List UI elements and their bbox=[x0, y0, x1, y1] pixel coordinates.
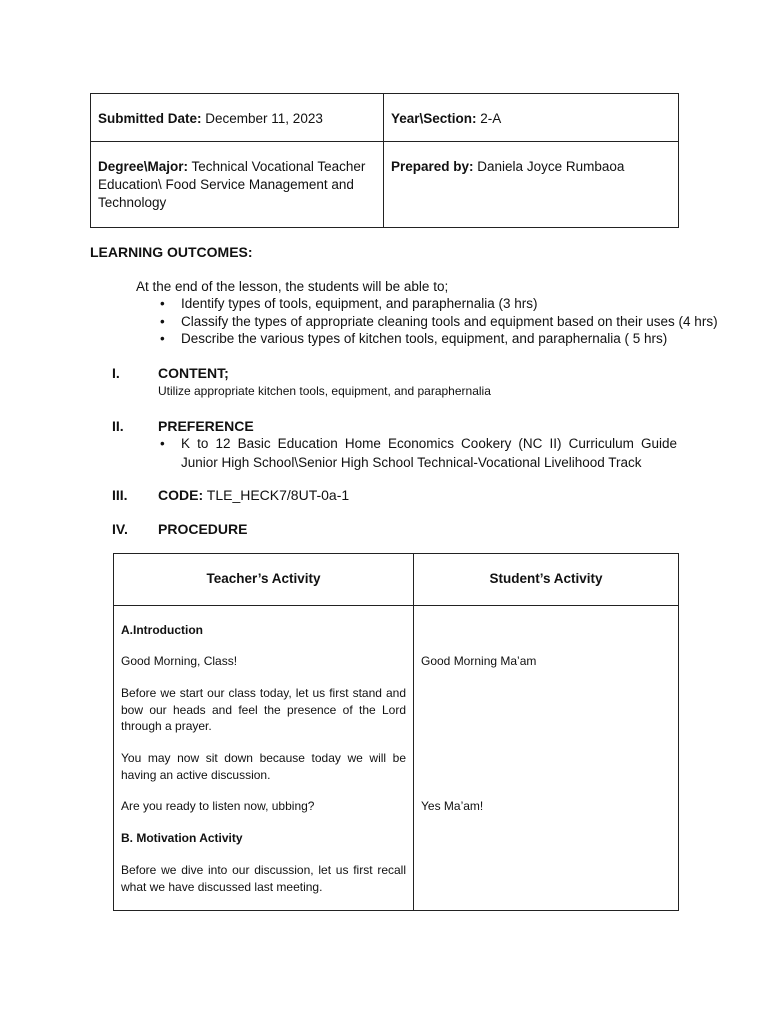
preference-item-text: K to 12 Basic Education Home Economics Cookery (NC II) Curriculum Guide Junior High School\Senior High School Technical-Vocational Livelihood Track bbox=[181, 436, 677, 470]
prepared-by-value: Daniela Joyce Rumbaoa bbox=[473, 159, 625, 174]
learning-outcomes-list bbox=[160, 295, 718, 348]
section-numeral: I. bbox=[112, 365, 120, 381]
preference-item: • K to 12 Basic Education Home Economics Cookery (NC II) Curriculum Guide Junior High School\Senior High School Technical-Vocational Livelihood Track bbox=[160, 436, 677, 470]
motivation-subheading: B. Motivation Activity bbox=[121, 831, 243, 845]
content-title: CONTENT; bbox=[158, 365, 229, 381]
teacher-line: You may now sit down because today we will be having an active discussion. bbox=[121, 751, 406, 782]
teacher-activity-cell bbox=[114, 606, 414, 911]
procedure-title: PROCEDURE bbox=[158, 521, 248, 537]
submitted-date-label: Submitted Date: bbox=[98, 111, 202, 126]
student-line: Good Morning Ma’am bbox=[421, 654, 537, 668]
degree-major-cell bbox=[91, 142, 384, 228]
student-line: Yes Ma’am! bbox=[421, 799, 484, 813]
submitted-date-value: December 11, 2023 bbox=[201, 111, 323, 126]
teacher-line: Before we dive into our discussion, let us first recall what we have discussed last meeting. bbox=[121, 863, 406, 894]
code-value: TLE_HECK7/8UT-0a-1 bbox=[203, 487, 350, 503]
year-section-cell bbox=[384, 94, 679, 142]
preference-title: PREFERENCE bbox=[158, 418, 254, 434]
code-line bbox=[158, 487, 349, 503]
intro-subheading: A.Introduction bbox=[121, 623, 203, 637]
year-section-value: 2-A bbox=[476, 111, 502, 126]
teacher-line: Good Morning, Class! bbox=[121, 654, 238, 668]
student-activity-cell bbox=[414, 606, 679, 911]
section-numeral: III. bbox=[112, 487, 128, 503]
student-activity-header: Student’s Activity bbox=[414, 554, 679, 606]
teacher-activity-header: Teacher’s Activity bbox=[114, 554, 414, 606]
list-item: • Identify types of tools, equipment, and paraphernalia (3 hrs) bbox=[160, 295, 718, 313]
prepared-by-cell bbox=[384, 142, 679, 228]
header-info-table bbox=[90, 93, 679, 228]
year-section-label: Year\Section: bbox=[391, 111, 477, 126]
section-numeral: II. bbox=[112, 418, 124, 434]
section-numeral: IV. bbox=[112, 521, 128, 537]
procedure-table bbox=[113, 553, 679, 911]
code-label: CODE: bbox=[158, 487, 204, 503]
degree-major-label: Degree\Major: bbox=[98, 159, 189, 174]
teacher-line: Before we start our class today, let us first stand and bow our heads and feel the presence of the Lord through a prayer. bbox=[121, 686, 406, 733]
prepared-by-label: Prepared by: bbox=[391, 159, 474, 174]
submitted-date-cell bbox=[91, 94, 384, 142]
learning-outcomes-title: LEARNING OUTCOMES: bbox=[90, 244, 253, 260]
teacher-line: Are you ready to listen now, ubbing? bbox=[121, 799, 315, 813]
list-item: • Describe the various types of kitchen tools, equipment, and paraphernalia ( 5 hrs) bbox=[160, 330, 718, 348]
degree-major-value: Technical Vocational Teacher Education\ Food Service Management and Technology bbox=[98, 159, 366, 210]
list-item: • Classify the types of appropriate cleaning tools and equipment based on their uses (4 hrs) bbox=[160, 313, 718, 331]
content-description: Utilize appropriate kitchen tools, equipment, and paraphernalia bbox=[158, 384, 491, 398]
learning-outcomes-intro: At the end of the lesson, the students will be able to; bbox=[136, 279, 449, 294]
